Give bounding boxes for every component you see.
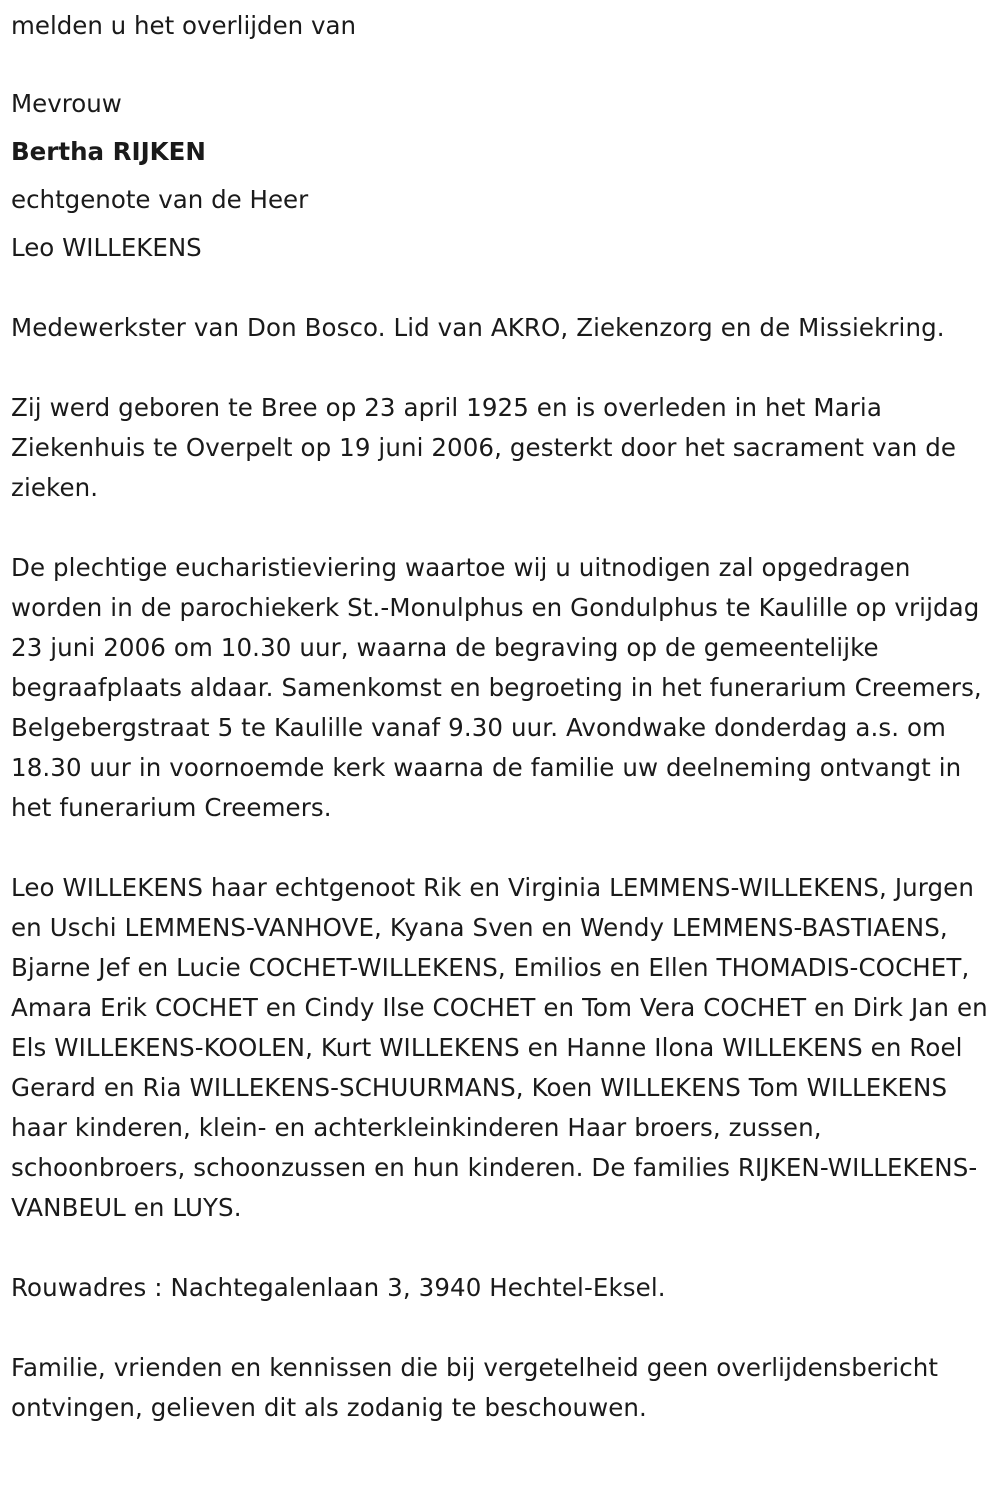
spacer (11, 1308, 990, 1348)
deceased-name: Bertha RIJKEN (11, 137, 206, 166)
birth-death-paragraph: Zij werd geboren te Bree op 23 april 1925 en is overleden in het Maria Ziekenhuis te Overpelt op 19 juni 2006, gesterkt door het sacrament van de zieken. (11, 393, 957, 502)
salutation: Mevrouw (11, 89, 122, 118)
spacer (11, 1228, 990, 1268)
spouse-line: echtgenote van de Heer (11, 185, 309, 214)
ceremony-paragraph: De plechtige eucharistieviering waartoe wij u uitnodigen zal opgedragen worden in de parochiekerk St.-Monulphus en Gondulphus te Kaulille op vrijdag 23 juni 2006 om 10.30 uur, waarna de begraving op de gemeentelijke begraafplaats aldaar. Samenkomst en begroeting in het funerarium Creemers, Belgebergstraat 5 te Kaulille vanaf 9.30 uur. Avondwake donderdag a.s. om 18.30 uur in voornoemde kerk waarna de familie uw deelneming ontvangt in het funerarium Creemers. (11, 553, 982, 822)
work-paragraph: Medewerkster van Don Bosco. Lid van AKRO, Ziekenzorg en de Missiekring. (11, 313, 945, 342)
spacer (11, 348, 990, 388)
spacer (11, 508, 990, 548)
closing-paragraph: Familie, vrienden en kennissen die bij vergetelheid geen overlijdensbericht ontvingen, gelieven dit als zodanig te beschouwen. (11, 1353, 939, 1422)
obituary-notice (0, 2, 1000, 1488)
family-paragraph: Leo WILLEKENS haar echtgenoot Rik en Virginia LEMMENS-WILLEKENS, Jurgen en Uschi LEMMENS-VANHOVE, Kyana Sven en Wendy LEMMENS-BASTIAENS, Bjarne Jef en Lucie COCHET-WILLEKENS, Emilios en Ellen THOMADIS-COCHET, Amara Erik COCHET en Cindy Ilse COCHET en Tom Vera COCHET en Dirk Jan en Els WILLEKENS-KOOLEN, Kurt WILLEKENS en Hanne Ilona WILLEKENS en Roel Gerard en Ria WILLEKENS-SCHUURMANS, Koen WILLEKENS Tom WILLEKENS haar kinderen, klein- en achterkleinkinderen Haar broers, zussen, schoonbroers, schoonzussen en hun kinderen. De families RIJKEN-WILLEKENS-VANBEUL en LUYS. (11, 873, 988, 1222)
address-paragraph: Rouwadres : Nachtegalenlaan 3, 3940 Hechtel-Eksel. (11, 1273, 666, 1302)
spouse-name: Leo WILLEKENS (11, 233, 202, 262)
intro-text: melden u het overlijden van (11, 11, 357, 40)
spacer (11, 828, 990, 868)
